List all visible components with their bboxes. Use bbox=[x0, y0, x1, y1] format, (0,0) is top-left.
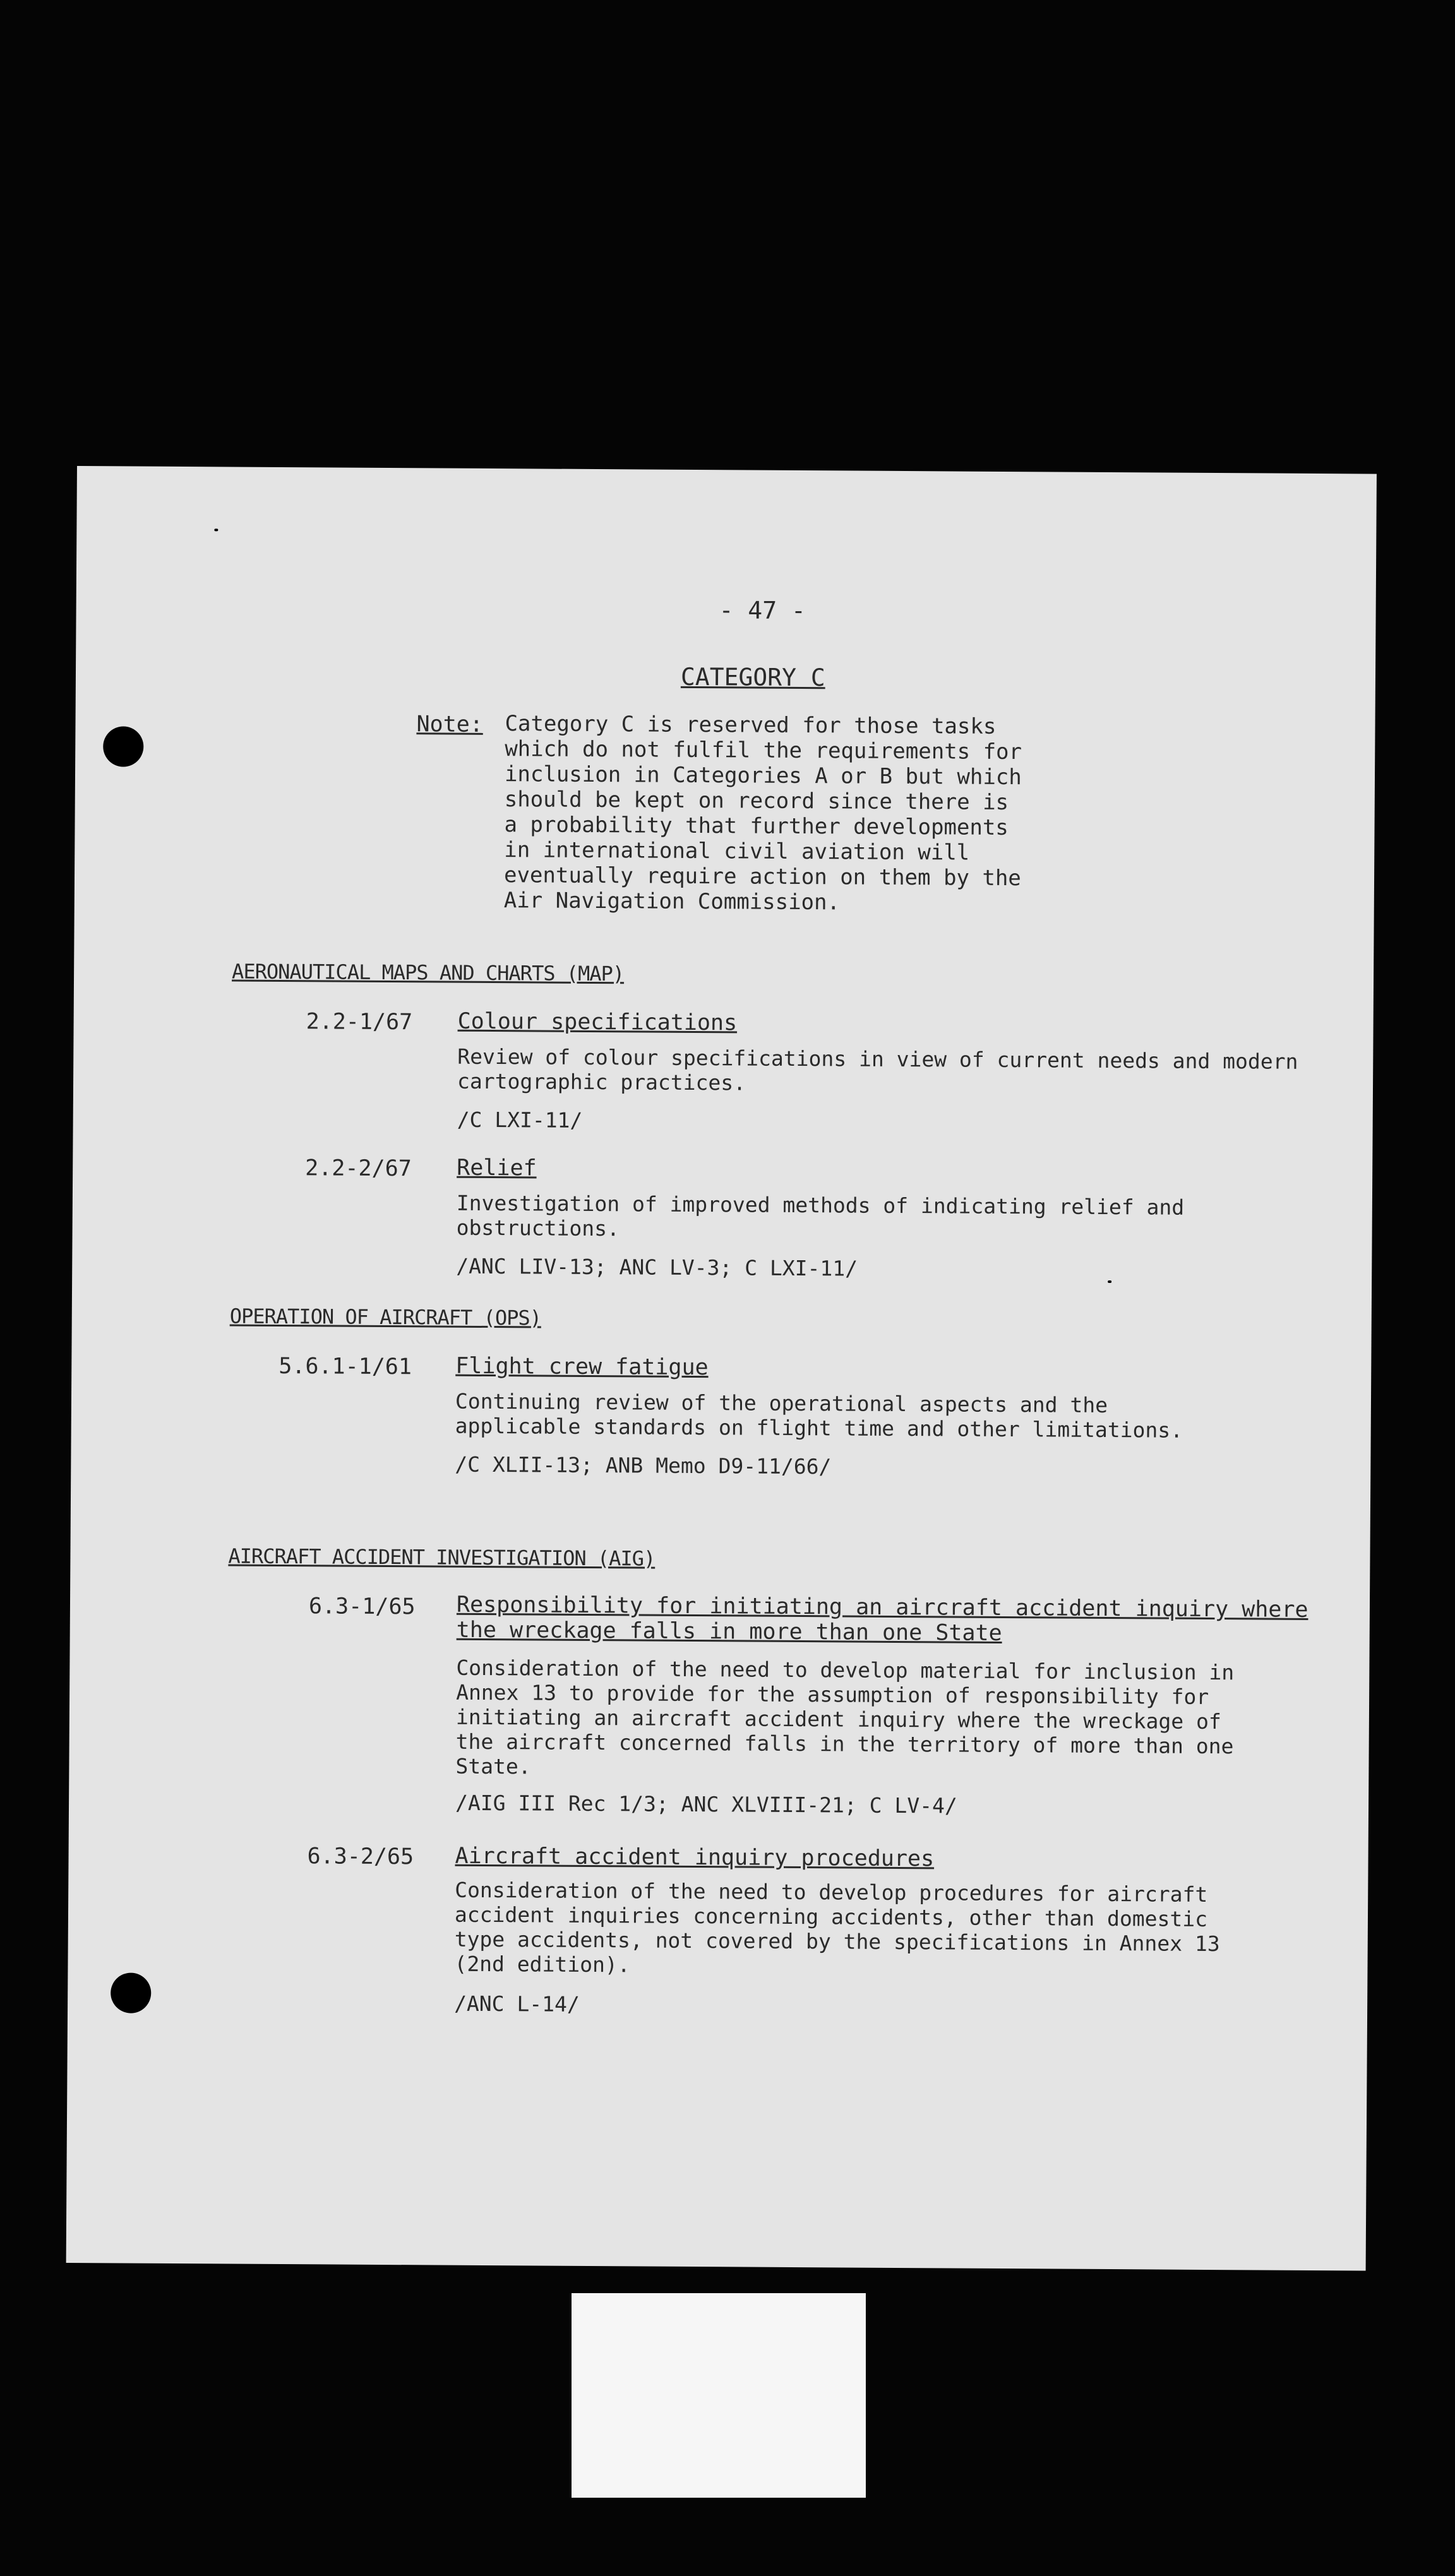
description-line: the aircraft concerned falls in the territory of more than one bbox=[455, 1729, 1234, 1759]
punch-hole bbox=[111, 1972, 151, 2013]
note-line: which do not fulfil the requirements for bbox=[505, 736, 1022, 765]
item-code: 5.6.1-1/61 bbox=[278, 1353, 412, 1380]
item-reference: /ANC L-14/ bbox=[454, 1991, 580, 2017]
description-line: type accidents, not covered by the specifications in Annex 13 bbox=[454, 1926, 1220, 1957]
note-line: inclusion in Categories A or B but which bbox=[504, 761, 1022, 790]
note-text bbox=[504, 711, 1105, 917]
item-reference: /C XLII-13; ANB Memo D9-11/66/ bbox=[455, 1452, 832, 1479]
item-description bbox=[457, 1044, 1354, 1099]
speck bbox=[1108, 1280, 1111, 1283]
description-line: applicable standards on flight time and other limitations. bbox=[455, 1413, 1183, 1443]
item-description bbox=[455, 1389, 1352, 1444]
item-title: Colour specifications bbox=[457, 1008, 738, 1036]
note-label: Note: bbox=[416, 712, 483, 737]
section-title-map: AERONAUTICAL MAPS AND CHARTS (MAP) bbox=[231, 959, 625, 986]
description-line: Consideration of the need to develop procedures for aircraft bbox=[455, 1877, 1208, 1907]
item-code: 2.2-1/67 bbox=[306, 1009, 413, 1035]
note-line: a probability that further developments bbox=[504, 812, 1009, 841]
category-heading: CATEGORY C bbox=[680, 662, 825, 692]
description-line: (2nd edition). bbox=[454, 1951, 630, 1977]
item-description bbox=[455, 1655, 1353, 1784]
item-description bbox=[457, 1191, 1353, 1246]
description-line: initiating an aircraft accident inquiry where the wreckage of bbox=[455, 1704, 1221, 1734]
page-number: - 47 - bbox=[719, 596, 806, 625]
note-line: Category C is reserved for those tasks bbox=[505, 711, 997, 739]
description-line: accident inquiries concerning accidents, other than domestic bbox=[454, 1902, 1208, 1931]
note-line: Air Navigation Commission. bbox=[503, 888, 841, 915]
description-line: Consideration of the need to develop material for inclusion in bbox=[456, 1655, 1235, 1685]
speck bbox=[214, 528, 218, 531]
description-line: Review of colour specifications in view of current needs and modern bbox=[457, 1044, 1298, 1074]
description-line: Annex 13 to provide for the assumption of responsibility for bbox=[456, 1679, 1209, 1709]
description-line: State. bbox=[455, 1753, 531, 1779]
description-line: Continuing review of the operational aspects and the bbox=[455, 1388, 1108, 1417]
item-description bbox=[454, 1878, 1351, 1982]
description-line: cartographic practices. bbox=[457, 1068, 746, 1095]
description-line: obstructions. bbox=[456, 1215, 620, 1241]
item-title: Flight crew fatigue bbox=[455, 1353, 709, 1381]
blank-index-card bbox=[572, 2293, 866, 2498]
punch-hole bbox=[103, 726, 143, 766]
item-reference: /ANC LIV-13; ANC LV-3; C LXI-11/ bbox=[456, 1253, 858, 1281]
note-line: should be kept on record since there is bbox=[504, 787, 1009, 816]
item-code: 6.3-1/65 bbox=[308, 1594, 416, 1620]
item-title: Aircraft accident inquiry procedures bbox=[455, 1843, 935, 1872]
item-title: Relief bbox=[457, 1155, 537, 1181]
item-code: 6.3-2/65 bbox=[307, 1844, 414, 1870]
title-line: Responsibility for initiating an aircraft accident inquiry where bbox=[456, 1592, 1308, 1623]
section-title-ops: OPERATION OF AIRCRAFT (OPS) bbox=[229, 1304, 542, 1330]
item-reference: /AIG III Rec 1/3; ANC XLVIII-21; C LV-4/ bbox=[455, 1790, 957, 1818]
document-page bbox=[66, 466, 1377, 2271]
section-title-aig: AIRCRAFT ACCIDENT INVESTIGATION (AIG) bbox=[228, 1544, 656, 1571]
item-code: 2.2-2/67 bbox=[305, 1155, 412, 1182]
title-line: the wreckage falls in more than one State bbox=[456, 1617, 1002, 1646]
item-title bbox=[457, 1592, 1353, 1649]
note-line: in international civil aviation will bbox=[504, 837, 970, 866]
note-line: eventually require action on them by the bbox=[503, 862, 1021, 891]
description-line: Investigation of improved methods of indicating relief and bbox=[456, 1190, 1185, 1220]
item-reference: /C LXI-11/ bbox=[457, 1107, 583, 1133]
